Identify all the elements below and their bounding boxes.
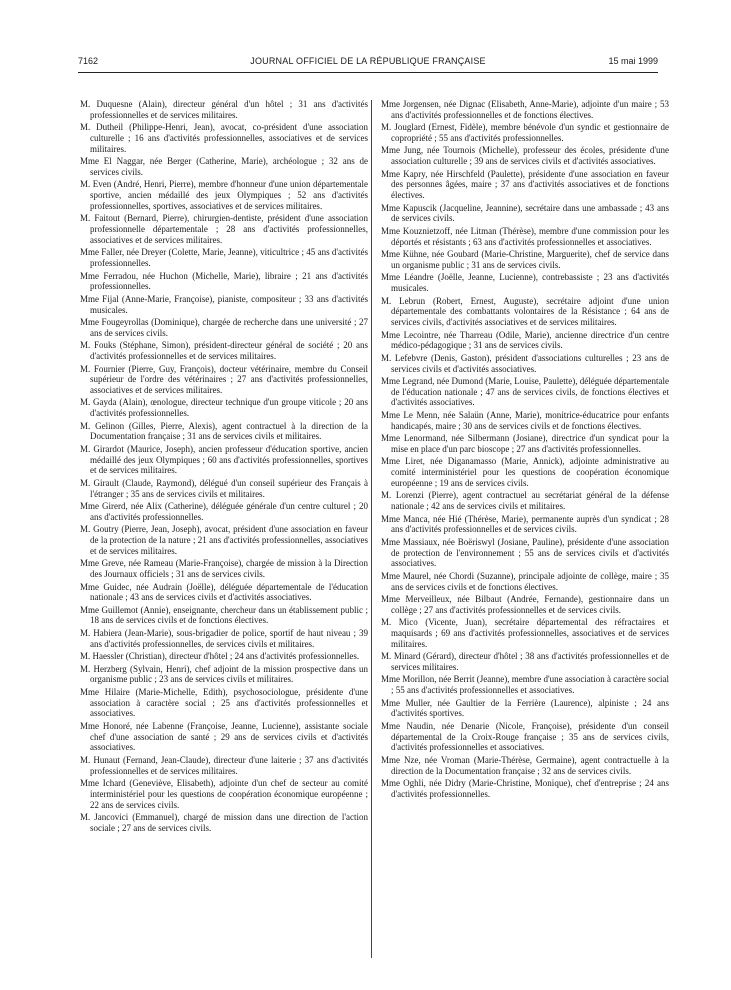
nomination-entry: M. Haessler (Christian), directeur d'hôtel ; 24 ans d'activités professionnelles. [80, 651, 360, 662]
nomination-entry: Mme Oghli, née Didry (Marie-Christine, Monique), chef d'entreprise ; 24 ans d'activités professionnelles. [381, 778, 669, 799]
nomination-entry: Mme Faller, née Dreyer (Colette, Marie, Jeanne), viticultrice ; 45 ans d'activités professionnelles. [80, 247, 368, 269]
journal-title: JOURNAL OFFICIEL DE LA RÉPUBLIQUE FRANÇAISE [250, 56, 486, 66]
nomination-entry: Mme Fougeyrollas (Dominique), chargée de recherche dans une université ; 27 ans de services civils. [80, 317, 368, 338]
nomination-entry: M. Duquesne (Alain), directeur général d'un hôtel ; 31 ans d'activités professionnelles et de services militaires. [80, 99, 368, 120]
nomination-entry: Mme Kapuscik (Jacqueline, Jeannine), secrétaire dans une ambassade ; 43 ans de services civils. [381, 202, 669, 224]
nomination-entry: Mme Jung, née Tournois (Michelle), professeur des écoles, présidente d'une association culturelle ; 39 ans de services civils et d'activités associatives. [381, 145, 669, 167]
nomination-entry: Mme Léandre (Joëlle, Jeanne, Lucienne), contrebassiste ; 23 ans d'activités musicales. [381, 272, 669, 294]
nomination-entry: Mme Massiaux, née Boëriswyl (Josiane, Pauline), présidente d'une association de protection de l'environnement ; 55 ans de services civils et d'activités associatives. [381, 536, 669, 569]
nomination-entry: M. Even (André, Henri, Pierre), membre d'honneur d'une union départementale sportive, ancien médaillé des jeux Olympiques ; 52 ans d'activités professionnelles, sportives, associatives et de services militaires. [80, 179, 368, 211]
left-column [80, 99, 368, 961]
nomination-entry: Mme Guidec, née Audrain (Joëlle), déléguée départementale de l'éducation nationale ; 43 ans de services civils et d'activités associatives. [80, 581, 368, 603]
nomination-entry: Mme Fijal (Anne-Marie, Françoise), pianiste, compositeur ; 33 ans d'activités musicales. [80, 293, 368, 315]
nomination-entry: Mme Morillon, née Berrit (Jeanne), membre d'une association à caractère social ; 55 ans d'activités professionnelles et associatives. [381, 674, 669, 696]
nomination-entry: Mme Greve, née Rameau (Marie-Françoise), chargée de mission à la Direction des Journaux officiels ; 31 ans de services civils. [80, 558, 368, 580]
nomination-entry: M. Lefebvre (Denis, Gaston), président d'associations culturelles ; 23 ans de services civils et d'activités associatives. [381, 352, 669, 374]
nomination-entry: Mme Liret, née Diganamasso (Marie, Annick), adjointe administrative au comité interministériel pour les questions de coopération économique européenne ; 19 ans de services civils. [381, 456, 669, 488]
nomination-entry: Mme Maurel, née Chordi (Suzanne), principale adjointe de collège, maire ; 35 ans de services civils et de fonctions électives. [381, 570, 669, 592]
nomination-entry: M. Girault (Claude, Raymond), délégué d'un conseil supérieur des Français à l'étranger ; 35 ans de services civils et militaires. [80, 477, 368, 499]
nomination-entry: Mme Lecointre, née Tharreau (Odile, Marie), ancienne directrice d'un centre médico-pédagogique ; 31 ans de services civils. [381, 329, 669, 351]
nomination-entry: Mme Muller, née Gaultier de la Ferrière (Laurence), alpiniste ; 24 ans d'activités sportives. [381, 697, 669, 719]
nomination-entry: Mme Merveilleux, née Bilbaut (Andrée, Fernande), gestionnaire dans un collège ; 27 ans d'activités professionnelles et de services civils. [381, 594, 669, 615]
header-rule [78, 72, 658, 73]
publication-date: 15 mai 1999 [608, 56, 658, 66]
column-divider [371, 100, 372, 958]
nomination-entry: Mme Girerd, née Alix (Catherine), déléguée générale d'un centre culturel ; 20 ans d'activités professionnelles. [80, 501, 368, 522]
nomination-entry: M. Fournier (Pierre, Guy, François), docteur vétérinaire, membre du Conseil supérieur de l'ordre des vétérinaires ; 27 ans d'activités professionnelles, associatives et de services militaires. [80, 363, 368, 395]
nomination-entry: M. Hunaut (Fernand, Jean-Claude), directeur d'une laiterie ; 37 ans d'activités professionnelles et de services militaires. [80, 754, 368, 776]
nomination-entry: M. Dutheil (Philippe-Henri, Jean), avocat, co-président d'une association culturelle ; 16 ans d'activités professionnelles, associatives et de services militaires. [80, 122, 368, 154]
nomination-entry: Mme Honoré, née Labenne (Françoise, Jeanne, Lucienne), assistante sociale chef d'une association de santé ; 29 ans de services civils et d'activités associatives. [80, 720, 368, 753]
nomination-entry: M. Mico (Vicente, Juan), secrétaire départemental des réfractaires et maquisards ; 69 ans d'activités professionnelles, associatives et de services militaires. [381, 617, 669, 649]
right-column [381, 99, 669, 961]
page-header [78, 54, 658, 68]
nomination-entry: M. Minard (Gérard), directeur d'hôtel ; 38 ans d'activités professionnelles et de services militaires. [381, 651, 669, 672]
nomination-entry: Mme Kouznietzoff, née Litman (Thérèse), membre d'une commission pour les déportés et résistants ; 63 ans d'activités professionnelles et associatives. [381, 225, 669, 247]
nomination-entry: M. Girardot (Maurice, Joseph), ancien professeur d'éducation sportive, ancien médaillé des jeux Olympiques ; 60 ans d'activités professionnelles, sportives et de services militaires. [80, 443, 368, 476]
nomination-entry: Mme Lenormand, née Silbermann (Josiane), directrice d'un syndicat pour la mise en place d'un parc bioscope ; 27 ans d'activités professionnelles. [381, 433, 669, 454]
nomination-entry: M. Habiera (Jean-Marie), sous-brigadier de police, sportif de haut niveau ; 39 ans d'activités professionnelles, de services civils et militaires. [80, 628, 368, 649]
nomination-entry: M. Fouks (Stéphane, Simon), président-directeur général de société ; 20 ans d'activités professionnelles et de services militaires. [80, 340, 368, 361]
nomination-entry: Mme Ichard (Geneviève, Elisabeth), adjointe d'un chef de secteur au comité interministériel pour les questions de coopération économique européenne ; 22 ans de services civils. [80, 778, 368, 810]
nomination-entry: Mme El Naggar, née Berger (Catherine, Marie), archéologue ; 32 ans de services civils. [80, 156, 368, 177]
nomination-entry: Mme Kapry, née Hirschfeld (Paulette), présidente d'une association en faveur des personnes âgées, maire ; 37 ans d'activités associatives et de fonctions électives. [381, 168, 669, 201]
nomination-entry: Mme Nze, née Vroman (Marie-Thérèse, Germaine), agent contractuelle à la direction de la Documentation française ; 32 ans de services civils. [381, 754, 669, 776]
nomination-entry: M. Herzberg (Sylvain, Henri), chef adjoint de la mission prospective dans un organisme public ; 23 ans de services civils et militaires. [80, 663, 368, 685]
nomination-entry: M. Jouglard (Ernest, Fidèle), membre bénévole d'un syndic et gestionnaire de copropriété ; 55 ans d'activités professionnelles. [381, 122, 669, 143]
nomination-entry: M. Gelinon (Gilles, Pierre, Alexis), agent contractuel à la direction de la Documentation française ; 31 ans de services civils et militaires. [80, 420, 368, 442]
nomination-entry: Mme Le Menn, née Salaün (Anne, Marie), monitrice-éducatrice pour enfants handicapés, maire ; 30 ans de services civils et de fonctions électives. [381, 409, 669, 431]
nomination-entry: Mme Guillemot (Annie), enseignante, chercheur dans un établissement public ; 18 ans de services civils et de fonctions électives. [80, 604, 368, 626]
nomination-entry: M. Jancovici (Emmanuel), chargé de mission dans une direction de l'action sociale ; 27 ans de services civils. [80, 812, 368, 833]
nomination-entry: Mme Manca, née Hié (Thérèse, Marie), permanente auprès d'un syndicat ; 28 ans d'activités professionnelles et de services civils. [381, 513, 669, 535]
nomination-entry: M. Lebrun (Robert, Ernest, Auguste), secrétaire adjoint d'une union départementale des combattants volontaires de la Résistance ; 64 ans de services civils, d'activités associatives et de services militaires. [381, 295, 669, 328]
nomination-entry: M. Faitout (Bernard, Pierre), chirurgien-dentiste, président d'une association professionnelle départementale ; 28 ans d'activités professionnelles, associatives et de services militaires. [80, 213, 368, 245]
nomination-entry: Mme Legrand, née Dumond (Marie, Louise, Paulette), déléguée départementale de l'éducation nationale ; 47 ans de services civils, de fonctions électives et d'activités associatives. [381, 376, 669, 408]
nomination-entry: Mme Naudin, née Denarie (Nicole, Françoise), présidente d'un conseil départemental de la Croix-Rouge française ; 35 ans de services civils, d'activités professionnelles et associatives. [381, 720, 669, 753]
nomination-entry: M. Lorenzi (Pierre), agent contractuel au secrétariat général de la défense nationale ; 42 ans de services civils et militaires. [381, 490, 669, 512]
nomination-entry: Mme Jorgensen, née Dignac (Elisabeth, Anne-Marie), adjointe d'un maire ; 53 ans d'activités professionnelles et de fonctions électives. [381, 99, 669, 120]
nomination-entry: M. Gayda (Alain), œnologue, directeur technique d'un groupe viticole ; 20 ans d'activités professionnelles. [80, 397, 368, 419]
nomination-entry: Mme Ferradou, née Huchon (Michelle, Marie), libraire ; 21 ans d'activités professionnelles. [80, 270, 368, 292]
page-number: 7162 [78, 56, 99, 66]
nomination-entry: Mme Kühne, née Goubard (Marie-Christine, Marguerite), chef de service dans un organisme public ; 31 ans de services civils. [381, 249, 669, 270]
nomination-entry: M. Goutry (Pierre, Jean, Joseph), avocat, président d'une association en faveur de la protection de la nature ; 21 ans d'activités professionnelles, associatives et de services militaires. [80, 524, 368, 556]
nomination-entry: Mme Hilaire (Marie-Michelle, Edith), psychosociologue, présidente d'une association à caractère social ; 25 ans d'activités professionnelles et associatives. [80, 686, 368, 719]
